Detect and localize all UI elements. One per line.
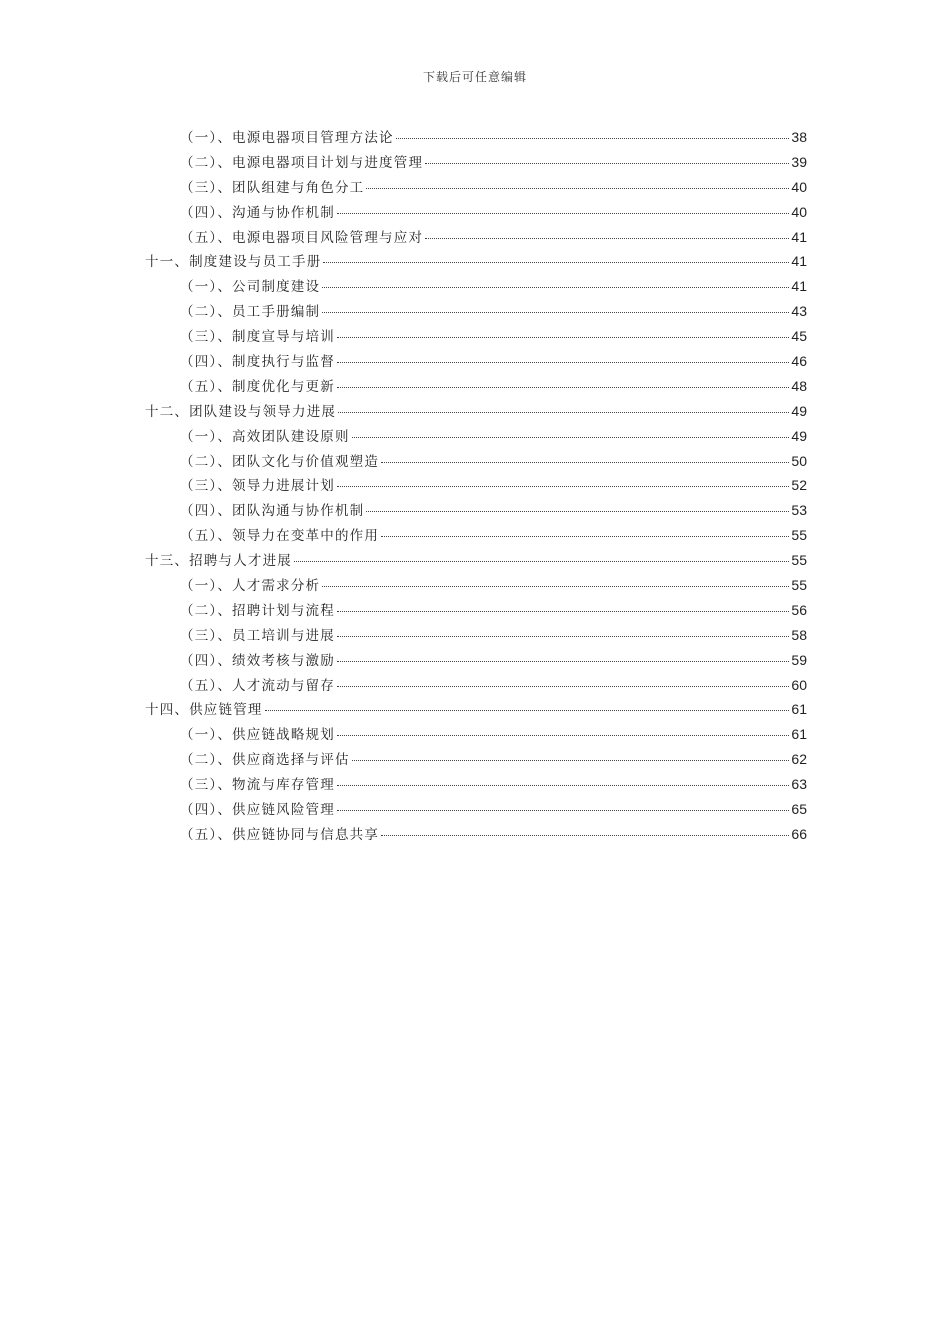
table-of-contents bbox=[145, 126, 807, 848]
toc-section-entry[interactable] bbox=[145, 126, 807, 151]
toc-dot-leader bbox=[337, 486, 789, 487]
toc-entry-page-number: 40 bbox=[791, 203, 807, 220]
toc-dot-leader bbox=[366, 188, 789, 189]
toc-entry-title: （一）、公司制度建设 bbox=[180, 279, 321, 296]
toc-chapter-entry[interactable] bbox=[145, 549, 807, 574]
toc-section-entry[interactable] bbox=[145, 300, 807, 325]
toc-dot-leader bbox=[337, 611, 789, 612]
toc-section-entry[interactable] bbox=[145, 226, 807, 251]
toc-dot-leader bbox=[337, 735, 789, 736]
toc-entry-title: （三）、领导力进展计划 bbox=[180, 478, 335, 495]
toc-entry-title: （三）、物流与库存管理 bbox=[180, 777, 335, 794]
toc-section-entry[interactable] bbox=[145, 599, 807, 624]
toc-dot-leader bbox=[337, 661, 789, 662]
toc-entry-page-number: 38 bbox=[791, 129, 807, 145]
toc-entry-page-number: 40 bbox=[791, 178, 807, 195]
toc-entry-title: （二）、电源电器项目计划与进度管理 bbox=[180, 154, 424, 171]
toc-section-entry[interactable] bbox=[145, 450, 807, 475]
toc-entry-title: （四）、团队沟通与协作机制 bbox=[180, 503, 365, 520]
toc-section-entry[interactable] bbox=[145, 425, 807, 450]
toc-entry-page-number: 62 bbox=[791, 751, 807, 768]
toc-dot-leader bbox=[337, 810, 789, 811]
toc-entry-page-number: 53 bbox=[791, 502, 807, 519]
toc-entry-page-number: 43 bbox=[791, 303, 807, 320]
toc-dot-leader bbox=[381, 536, 789, 537]
toc-entry-title: 十四、供应链管理 bbox=[145, 702, 263, 719]
toc-dot-leader bbox=[337, 362, 789, 363]
toc-entry-title: （四）、绩效考核与激励 bbox=[180, 652, 335, 669]
toc-entry-title: （五）、供应链协同与信息共享 bbox=[180, 826, 380, 843]
toc-entry-title: （五）、制度优化与更新 bbox=[180, 378, 335, 395]
toc-entry-title: （一）、人才需求分析 bbox=[180, 578, 321, 595]
toc-dot-leader bbox=[322, 287, 789, 288]
toc-entry-title: （三）、制度宣导与培训 bbox=[180, 329, 335, 346]
toc-section-entry[interactable] bbox=[145, 624, 807, 649]
toc-entry-title: （二）、招聘计划与流程 bbox=[180, 602, 335, 619]
toc-entry-title: 十一、制度建设与员工手册 bbox=[145, 254, 322, 271]
toc-dot-leader bbox=[265, 710, 790, 711]
toc-dot-leader bbox=[322, 586, 789, 587]
toc-entry-page-number: 45 bbox=[791, 328, 807, 345]
toc-entry-page-number: 61 bbox=[791, 701, 807, 718]
toc-entry-page-number: 63 bbox=[791, 776, 807, 793]
toc-entry-page-number: 65 bbox=[791, 801, 807, 818]
toc-entry-page-number: 55 bbox=[791, 577, 807, 594]
toc-entry-page-number: 56 bbox=[791, 601, 807, 618]
toc-entry-page-number: 50 bbox=[791, 452, 807, 469]
toc-dot-leader bbox=[337, 686, 789, 687]
toc-section-entry[interactable] bbox=[145, 773, 807, 798]
toc-entry-page-number: 55 bbox=[791, 552, 807, 569]
toc-entry-title: （二）、团队文化与价值观塑造 bbox=[180, 453, 380, 470]
toc-entry-title: （一）、电源电器项目管理方法论 bbox=[180, 130, 394, 146]
toc-entry-title: （五）、人才流动与留存 bbox=[180, 677, 335, 694]
toc-entry-page-number: 49 bbox=[791, 402, 807, 419]
toc-entry-title: （四）、沟通与协作机制 bbox=[180, 204, 335, 221]
toc-dot-leader bbox=[366, 511, 789, 512]
toc-dot-leader bbox=[352, 760, 790, 761]
toc-dot-leader bbox=[381, 835, 789, 836]
toc-entry-title: （四）、制度执行与监督 bbox=[180, 354, 335, 371]
toc-dot-leader bbox=[337, 636, 789, 637]
toc-section-entry[interactable] bbox=[145, 524, 807, 549]
toc-dot-leader bbox=[322, 312, 789, 313]
toc-section-entry[interactable] bbox=[145, 499, 807, 524]
toc-section-entry[interactable] bbox=[145, 723, 807, 748]
toc-entry-page-number: 46 bbox=[791, 353, 807, 370]
toc-entry-title: （三）、员工培训与进展 bbox=[180, 627, 335, 644]
toc-dot-leader bbox=[337, 387, 789, 388]
toc-dot-leader bbox=[381, 462, 789, 463]
toc-entry-page-number: 39 bbox=[791, 153, 807, 170]
toc-dot-leader bbox=[337, 785, 789, 786]
toc-dot-leader bbox=[425, 238, 789, 239]
toc-entry-title: 十二、团队建设与领导力进展 bbox=[145, 403, 337, 420]
toc-chapter-entry[interactable] bbox=[145, 698, 807, 723]
toc-entry-page-number: 49 bbox=[791, 427, 807, 444]
toc-entry-page-number: 41 bbox=[791, 278, 807, 295]
toc-entry-page-number: 58 bbox=[791, 626, 807, 643]
toc-section-entry[interactable] bbox=[145, 649, 807, 674]
toc-dot-leader bbox=[396, 138, 790, 139]
toc-section-entry[interactable] bbox=[145, 176, 807, 201]
page-header: 下载后可任意编辑 bbox=[422, 70, 527, 84]
toc-section-entry[interactable] bbox=[145, 325, 807, 350]
toc-entry-title: （四）、供应链风险管理 bbox=[180, 802, 335, 819]
toc-chapter-entry[interactable] bbox=[145, 400, 807, 425]
toc-entry-page-number: 66 bbox=[791, 825, 807, 842]
toc-section-entry[interactable] bbox=[145, 151, 807, 176]
toc-entry-page-number: 55 bbox=[791, 527, 807, 544]
toc-chapter-entry[interactable] bbox=[145, 250, 807, 275]
toc-entry-page-number: 41 bbox=[791, 228, 807, 245]
toc-dot-leader bbox=[323, 262, 789, 263]
toc-section-entry[interactable] bbox=[145, 275, 807, 300]
toc-dot-leader bbox=[337, 213, 789, 214]
toc-dot-leader bbox=[352, 437, 790, 438]
toc-section-entry[interactable] bbox=[145, 350, 807, 375]
toc-section-entry[interactable] bbox=[145, 375, 807, 400]
toc-entry-title: （二）、供应商选择与评估 bbox=[180, 752, 350, 769]
toc-dot-leader bbox=[338, 412, 789, 413]
toc-section-entry[interactable] bbox=[145, 748, 807, 773]
toc-section-entry[interactable] bbox=[145, 574, 807, 599]
toc-dot-leader bbox=[337, 337, 789, 338]
toc-section-entry[interactable] bbox=[145, 201, 807, 226]
toc-entry-title: （一）、高效团队建设原则 bbox=[180, 428, 350, 445]
toc-entry-title: （五）、电源电器项目风险管理与应对 bbox=[180, 229, 424, 246]
toc-dot-leader bbox=[425, 163, 789, 164]
toc-entry-page-number: 60 bbox=[791, 676, 807, 693]
toc-entry-page-number: 59 bbox=[791, 651, 807, 668]
toc-entry-page-number: 48 bbox=[791, 377, 807, 394]
toc-entry-title: （五）、领导力在变革中的作用 bbox=[180, 528, 380, 545]
toc-section-entry[interactable] bbox=[145, 474, 807, 499]
toc-entry-title: （一）、供应链战略规划 bbox=[180, 727, 335, 744]
toc-section-entry[interactable] bbox=[145, 798, 807, 823]
toc-entry-title: （三）、团队组建与角色分工 bbox=[180, 179, 365, 196]
toc-entry-title: （二）、员工手册编制 bbox=[180, 304, 321, 321]
toc-entry-page-number: 61 bbox=[791, 726, 807, 743]
toc-section-entry[interactable] bbox=[145, 823, 807, 848]
toc-entry-page-number: 41 bbox=[791, 253, 807, 270]
toc-dot-leader bbox=[294, 561, 789, 562]
toc-section-entry[interactable] bbox=[145, 674, 807, 699]
toc-entry-page-number: 52 bbox=[791, 477, 807, 494]
toc-entry-title: 十三、招聘与人才进展 bbox=[145, 553, 292, 570]
